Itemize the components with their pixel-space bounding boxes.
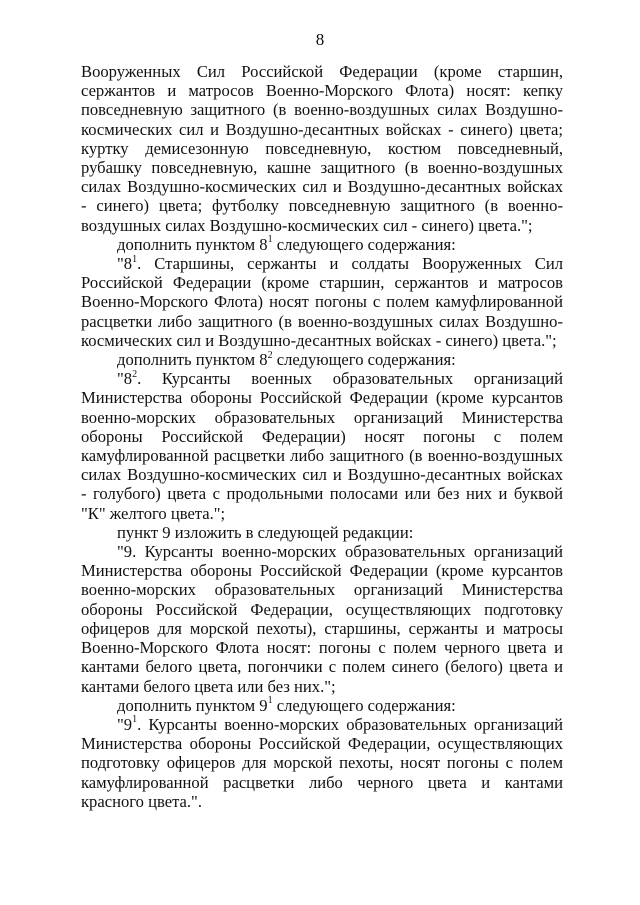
document-body <box>81 62 563 811</box>
page-number: 8 <box>315 30 325 49</box>
item-text: . Курсанты военных образовательных организаций Министерства обороны Российской Федерации (кроме курсантов военно-морских образовательных организаций Министерства обороны Российской Федерации) носят погоны с полем камуфлированной расцветки либо защитного (в военно-воздушных силах Воздушно-космических сил и Воздушно-десантных войсках - голубого) цвета с продольными полосами или без них и буквой "К" желтого цвета."; <box>81 369 563 523</box>
paragraph-item-9: "9. Курсанты военно-морских образовательных организаций Министерства обороны Российской Федерации (кроме курсантов военно-морских образовательных организаций Министерства обороны Российской Федерации, осуществляющих подготовку офицеров для морской пехоты), старшины, сержанты и матросы Военно-Морского Флота носят: погоны с полем черного цвета и кантами белого цвета, погончики с полем синего (белого) цвета и кантами белого цвета или без них."; <box>81 542 563 696</box>
intro-text-end: следующего содержания: <box>272 234 456 254</box>
item-number: "9 <box>117 714 133 734</box>
intro-text: дополнить пунктом 8 <box>117 234 268 254</box>
intro-text: дополнить пунктом 8 <box>117 350 268 370</box>
paragraph-item-9-1 <box>81 715 563 811</box>
item-text: . Курсанты военно-морских образовательных организаций Министерства обороны Российской Федерации, осуществляющих подготовку офицеров для морской пехоты, носят погоны с полем камуфлированной расцветки либо черного цвета и кантами красного цвета.". <box>81 714 563 811</box>
item-text: . Старшины, сержанты и солдаты Вооруженных Сил Российской Федерации (кроме старшин, сержантов и матросов Военно-Морского Флота) носят погоны с полем камуфлированной расцветки либо защитного (в военно-воздушных силах Воздушно-космических сил и Воздушно-десантных войсках - синего) цвета."; <box>81 254 563 350</box>
superscript: 1 <box>132 253 138 265</box>
superscript: 1 <box>267 695 273 707</box>
paragraph-item-8-1 <box>81 254 563 350</box>
paragraph-add-9-1-intro <box>81 696 563 715</box>
superscript: 2 <box>267 349 273 361</box>
intro-text: дополнить пунктом 9 <box>117 695 268 715</box>
item-number: "8 <box>117 369 133 389</box>
superscript: 1 <box>132 714 138 726</box>
superscript: 2 <box>132 368 138 380</box>
paragraph-add-8-1-intro <box>81 235 563 254</box>
intro-text-end: следующего содержания: <box>272 350 456 370</box>
paragraph-item-9-intro: пункт 9 изложить в следующей редакции: <box>117 522 414 542</box>
paragraph-continuation: Вооруженных Сил Российской Федерации (кроме старшин, сержантов и матросов Военно-Морского Флота) носят: кепку повседневную защитного (в военно-воздушных силах Воздушно-космических сил и Воздушно-десантных войсках - синего) цвета; куртку демисезонную повседневную, костюм повседневный, рубашку повседневную, кашне защитного (в военно-воздушных силах Воздушно-космических сил и Воздушно-десантных войсках - синего) цвета; футболку повседневную защитного (в военно-воздушных силах Воздушно-космических сил - синего) цвета."; <box>81 62 563 235</box>
item-number: "8 <box>117 254 133 274</box>
intro-text-end: следующего содержания: <box>272 695 456 715</box>
paragraph-add-8-2-intro <box>81 350 563 369</box>
paragraph-item-8-2 <box>81 369 563 523</box>
superscript: 1 <box>267 234 273 246</box>
